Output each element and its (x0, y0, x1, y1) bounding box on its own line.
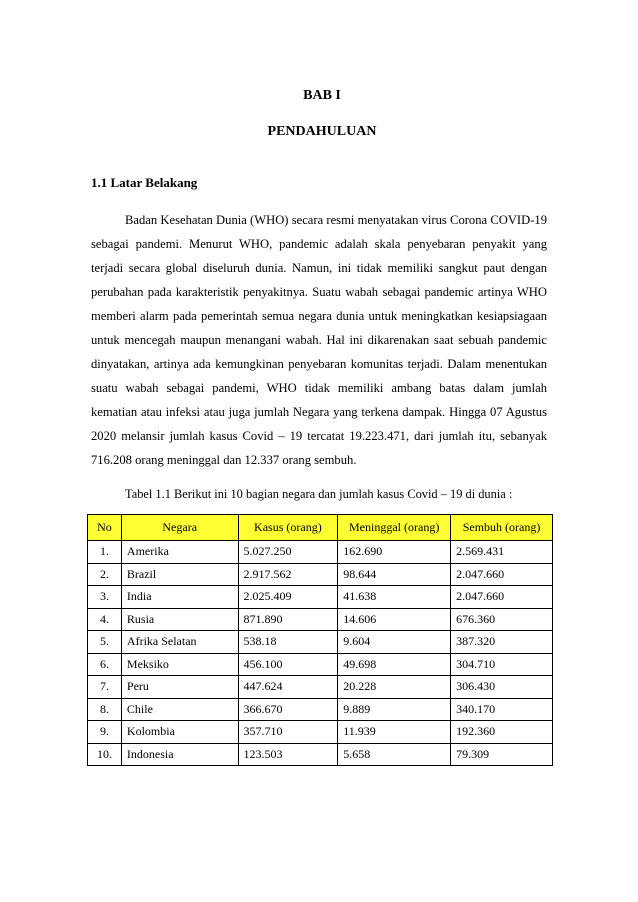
cell-deaths: 20.228 (338, 676, 451, 699)
cell-recovered: 2.047.660 (451, 586, 553, 609)
cell-deaths: 49.698 (338, 653, 451, 676)
cell-country: Afrika Selatan (121, 631, 238, 654)
cell-country: Brazil (121, 563, 238, 586)
cell-country: India (121, 586, 238, 609)
cell-cases: 123.503 (238, 743, 338, 766)
cell-country: Indonesia (121, 743, 238, 766)
cell-country: Meksiko (121, 653, 238, 676)
header-meninggal: Meninggal (orang) (338, 515, 451, 541)
header-negara: Negara (121, 515, 238, 541)
body-paragraph: Badan Kesehatan Dunia (WHO) secara resmi menyatakan virus Corona COVID-19 sebagai pandemi. Menurut WHO, pandemic adalah skala penyebaran penyakit yang terjadi secara global diseluruh dunia. Namun, ini tidak memiliki sangkut paut dengan perubahan pada karakteristik penyakitnya. Suatu wabah sebagai pandemic artinya WHO memberi alarm pada pemerintah semua negara dunia untuk meningkatkan kesiapsiagaan untuk mencegah maupun menangani wabah. Hal ini dikarenakan saat sebuah pandemic dinyatakan, artinya ada kemungkinan penyebaran komunitas terjadi. Dalam menentukan suatu wabah sebagai pandemi, WHO tidak memiliki ambang batas dalam jumlah kematian atau infeksi atau juga jumlah Negara yang terkena dampak. Hingga 07 Agustus 2020 melansir jumlah kasus Covid – 19 tercatat 19.223.471, dari jumlah itu, sebanyak 716.208 orang meninggal dan 12.337 orang sembuh. (91, 213, 547, 467)
cell-deaths: 41.638 (338, 586, 451, 609)
cell-recovered: 304.710 (451, 653, 553, 676)
cell-recovered: 79.309 (451, 743, 553, 766)
cell-cases: 366.670 (238, 698, 338, 721)
cell-deaths: 98.644 (338, 563, 451, 586)
cell-deaths: 9.889 (338, 698, 451, 721)
table-row (88, 586, 553, 609)
section-title: 1.1 Latar Belakang (91, 175, 198, 190)
table-row (88, 721, 553, 744)
cell-cases: 2.917.562 (238, 563, 338, 586)
cell-no: 4. (88, 608, 122, 631)
cell-country: Chile (121, 698, 238, 721)
chapter-label: BAB I (303, 88, 341, 103)
header-kasus: Kasus (orang) (238, 515, 338, 541)
table-row (88, 541, 553, 564)
cell-deaths: 14.606 (338, 608, 451, 631)
cell-cases: 5.027.250 (238, 541, 338, 564)
cell-country: Amerika (121, 541, 238, 564)
table-caption: Tabel 1.1 Berikut ini 10 bagian negara dan jumlah kasus Covid – 19 di dunia : (125, 487, 513, 501)
cell-deaths: 162.690 (338, 541, 451, 564)
cell-recovered: 306.430 (451, 676, 553, 699)
cell-no: 1. (88, 541, 122, 564)
cell-no: 8. (88, 698, 122, 721)
cell-deaths: 9.604 (338, 631, 451, 654)
table-row (88, 631, 553, 654)
table-row (88, 743, 553, 766)
cell-cases: 538.18 (238, 631, 338, 654)
cell-cases: 447.624 (238, 676, 338, 699)
cell-no: 9. (88, 721, 122, 744)
cell-country: Peru (121, 676, 238, 699)
covid-cases-table (87, 514, 553, 766)
cell-no: 7. (88, 676, 122, 699)
cell-recovered: 2.047.660 (451, 563, 553, 586)
cell-deaths: 5.658 (338, 743, 451, 766)
cell-country: Rusia (121, 608, 238, 631)
cell-cases: 2.025.409 (238, 586, 338, 609)
cell-recovered: 192.360 (451, 721, 553, 744)
cell-recovered: 387.320 (451, 631, 553, 654)
cell-no: 3. (88, 586, 122, 609)
cell-deaths: 11.939 (338, 721, 451, 744)
table-row (88, 653, 553, 676)
cell-no: 5. (88, 631, 122, 654)
table-row (88, 563, 553, 586)
table-row (88, 676, 553, 699)
cell-no: 2. (88, 563, 122, 586)
cell-no: 10. (88, 743, 122, 766)
cell-no: 6. (88, 653, 122, 676)
chapter-title: PENDAHULUAN (267, 124, 377, 139)
table-row (88, 698, 553, 721)
cell-cases: 456.100 (238, 653, 338, 676)
cell-recovered: 2.569.431 (451, 541, 553, 564)
cell-country: Kolombia (121, 721, 238, 744)
cell-recovered: 340.170 (451, 698, 553, 721)
cell-cases: 871.890 (238, 608, 338, 631)
cell-cases: 357.710 (238, 721, 338, 744)
header-sembuh: Sembuh (orang) (451, 515, 553, 541)
table-header-row (88, 515, 553, 541)
table-row (88, 608, 553, 631)
header-no: No (88, 515, 122, 541)
cell-recovered: 676.360 (451, 608, 553, 631)
